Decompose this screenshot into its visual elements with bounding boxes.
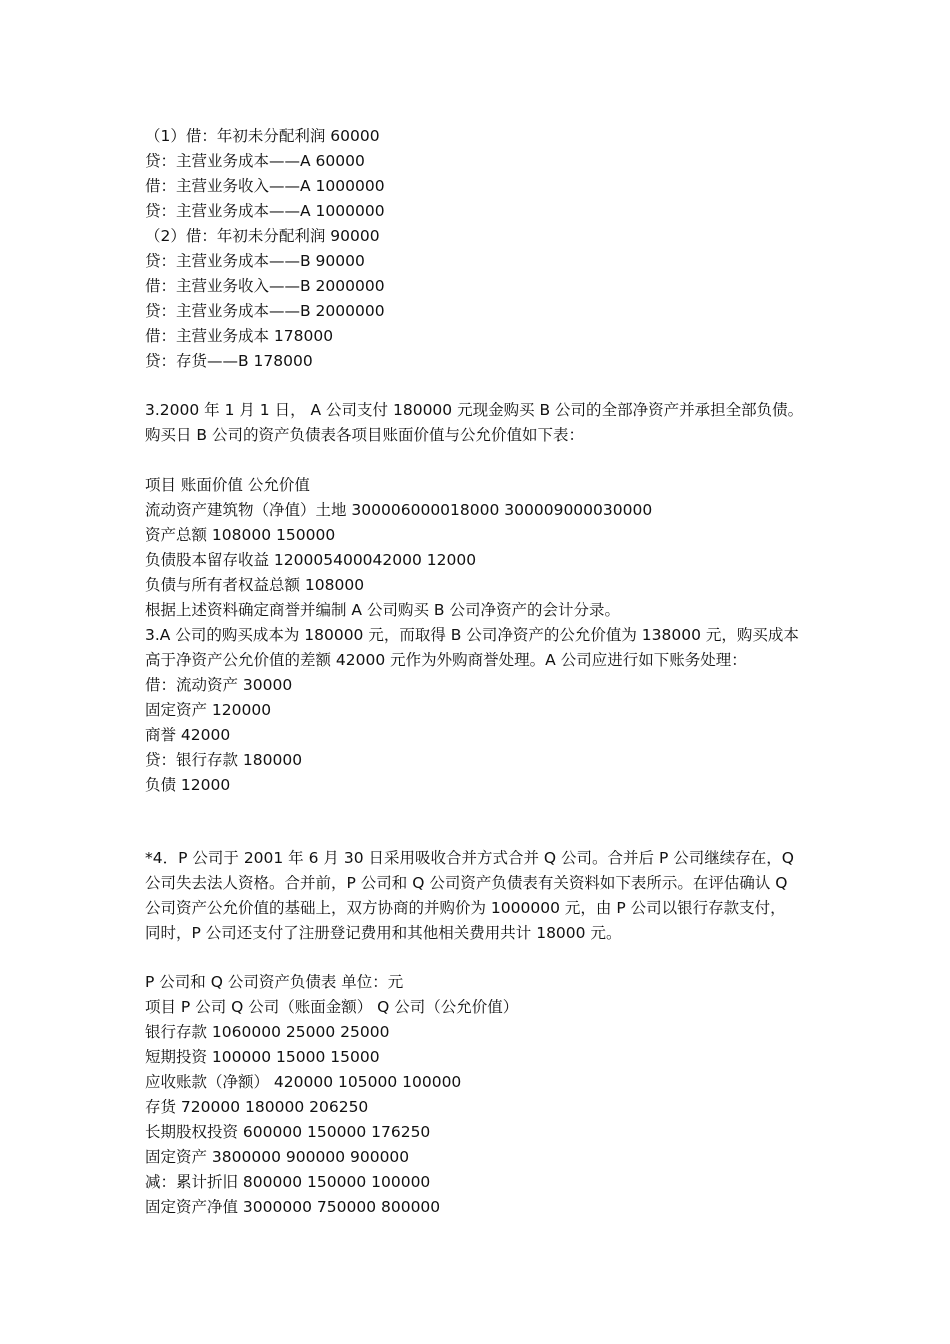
journal-entries-section [145,124,815,374]
table-row-line: 长期股权投资 600000 150000 176250 [145,1123,431,1141]
text-line: 贷：主营业务成本——B 90000 [145,252,365,270]
entry-line: 借：流动资产 30000 [145,676,293,694]
text-line: 借：主营业务收入——A 1000000 [145,177,385,195]
paragraph-line: 同时，P 公司还支付了注册登记费用和其他相关费用共计 18000 元。 [145,924,622,942]
paragraph-line: 公司失去法人资格。合并前，P 公司和 Q 公司资产负债表有关资料如下表所示。在评估确认 Q [145,874,788,892]
entry-line: 贷：银行存款 180000 [145,751,303,769]
table-row-line: 固定资产 3800000 900000 900000 [145,1148,410,1166]
text-line: 贷：主营业务成本——A 1000000 [145,202,385,220]
table-title: P 公司和 Q 公司资产负债表 单位：元 [145,973,404,991]
table-row-line: 存货 720000 180000 206250 [145,1098,369,1116]
table-row-line: 应收账款（净额） 420000 105000 100000 [145,1073,462,1091]
text-line: （1）借：年初未分配利润 60000 [145,127,380,145]
question-3-table-and-answer [145,473,815,798]
paragraph-line: *4．P 公司于 2001 年 6 月 30 日采用吸收合并方式合并 Q 公司。合并后 P 公司继续存在，Q [145,849,794,867]
question-line: 根据上述资料确定商誉并编制 A 公司购买 B 公司净资产的会计分录。 [145,601,620,619]
answer-line: 高于净资产公允价值的差额 42000 元作为外购商誉处理。A 公司应进行如下账务处理： [145,651,747,669]
table-row-line: 资产总额 108000 150000 [145,526,336,544]
text-line: 贷：主营业务成本——B 2000000 [145,302,385,320]
question-3-paragraph [145,398,815,448]
table-row-line: 负债股本留存收益 120005400042000 12000 [145,551,477,569]
text-line: 借：主营业务成本 178000 [145,327,334,345]
text-line: 借：主营业务收入——B 2000000 [145,277,385,295]
question-4-paragraph [145,846,815,946]
table-row-line: 短期投资 100000 15000 15000 [145,1048,380,1066]
table-row-line: 固定资产净值 3000000 750000 800000 [145,1198,441,1216]
balance-sheet-table [145,970,815,1220]
entry-line: 商誉 42000 [145,726,231,744]
table-header-line: 项目 P 公司 Q 公司（账面金额） Q 公司（公允价值） [145,998,519,1016]
table-row-line: 负债与所有者权益总额 108000 [145,576,365,594]
text-line: 贷：存货——B 178000 [145,352,313,370]
table-row-line: 流动资产建筑物（净值）土地 300006000018000 300009000030000 [145,501,653,519]
table-header-line: 项目 账面价值 公允价值 [145,476,310,494]
paragraph-line: 公司资产公允价值的基础上，双方协商的并购价为 1000000 元，由 P 公司以银行存款支付， [145,899,786,917]
entry-line: 负债 12000 [145,776,231,794]
text-line: （2）借：年初未分配利润 90000 [145,227,380,245]
text-line: 贷：主营业务成本——A 60000 [145,152,365,170]
table-row-line: 银行存款 1060000 25000 25000 [145,1023,390,1041]
paragraph-line: 3.2000 年 1 月 1 日， A 公司支付 180000 元现金购买 B 公司的全部净资产并承担全部负债。 [145,401,804,419]
entry-line: 固定资产 120000 [145,701,272,719]
table-row-line: 减：累计折旧 800000 150000 100000 [145,1173,431,1191]
paragraph-line: 购买日 B 公司的资产负债表各项目账面价值与公允价值如下表： [145,426,584,444]
answer-line: 3.A 公司的购买成本为 180000 元，而取得 B 公司净资产的公允价值为 138000 元，购买成本 [145,626,799,644]
